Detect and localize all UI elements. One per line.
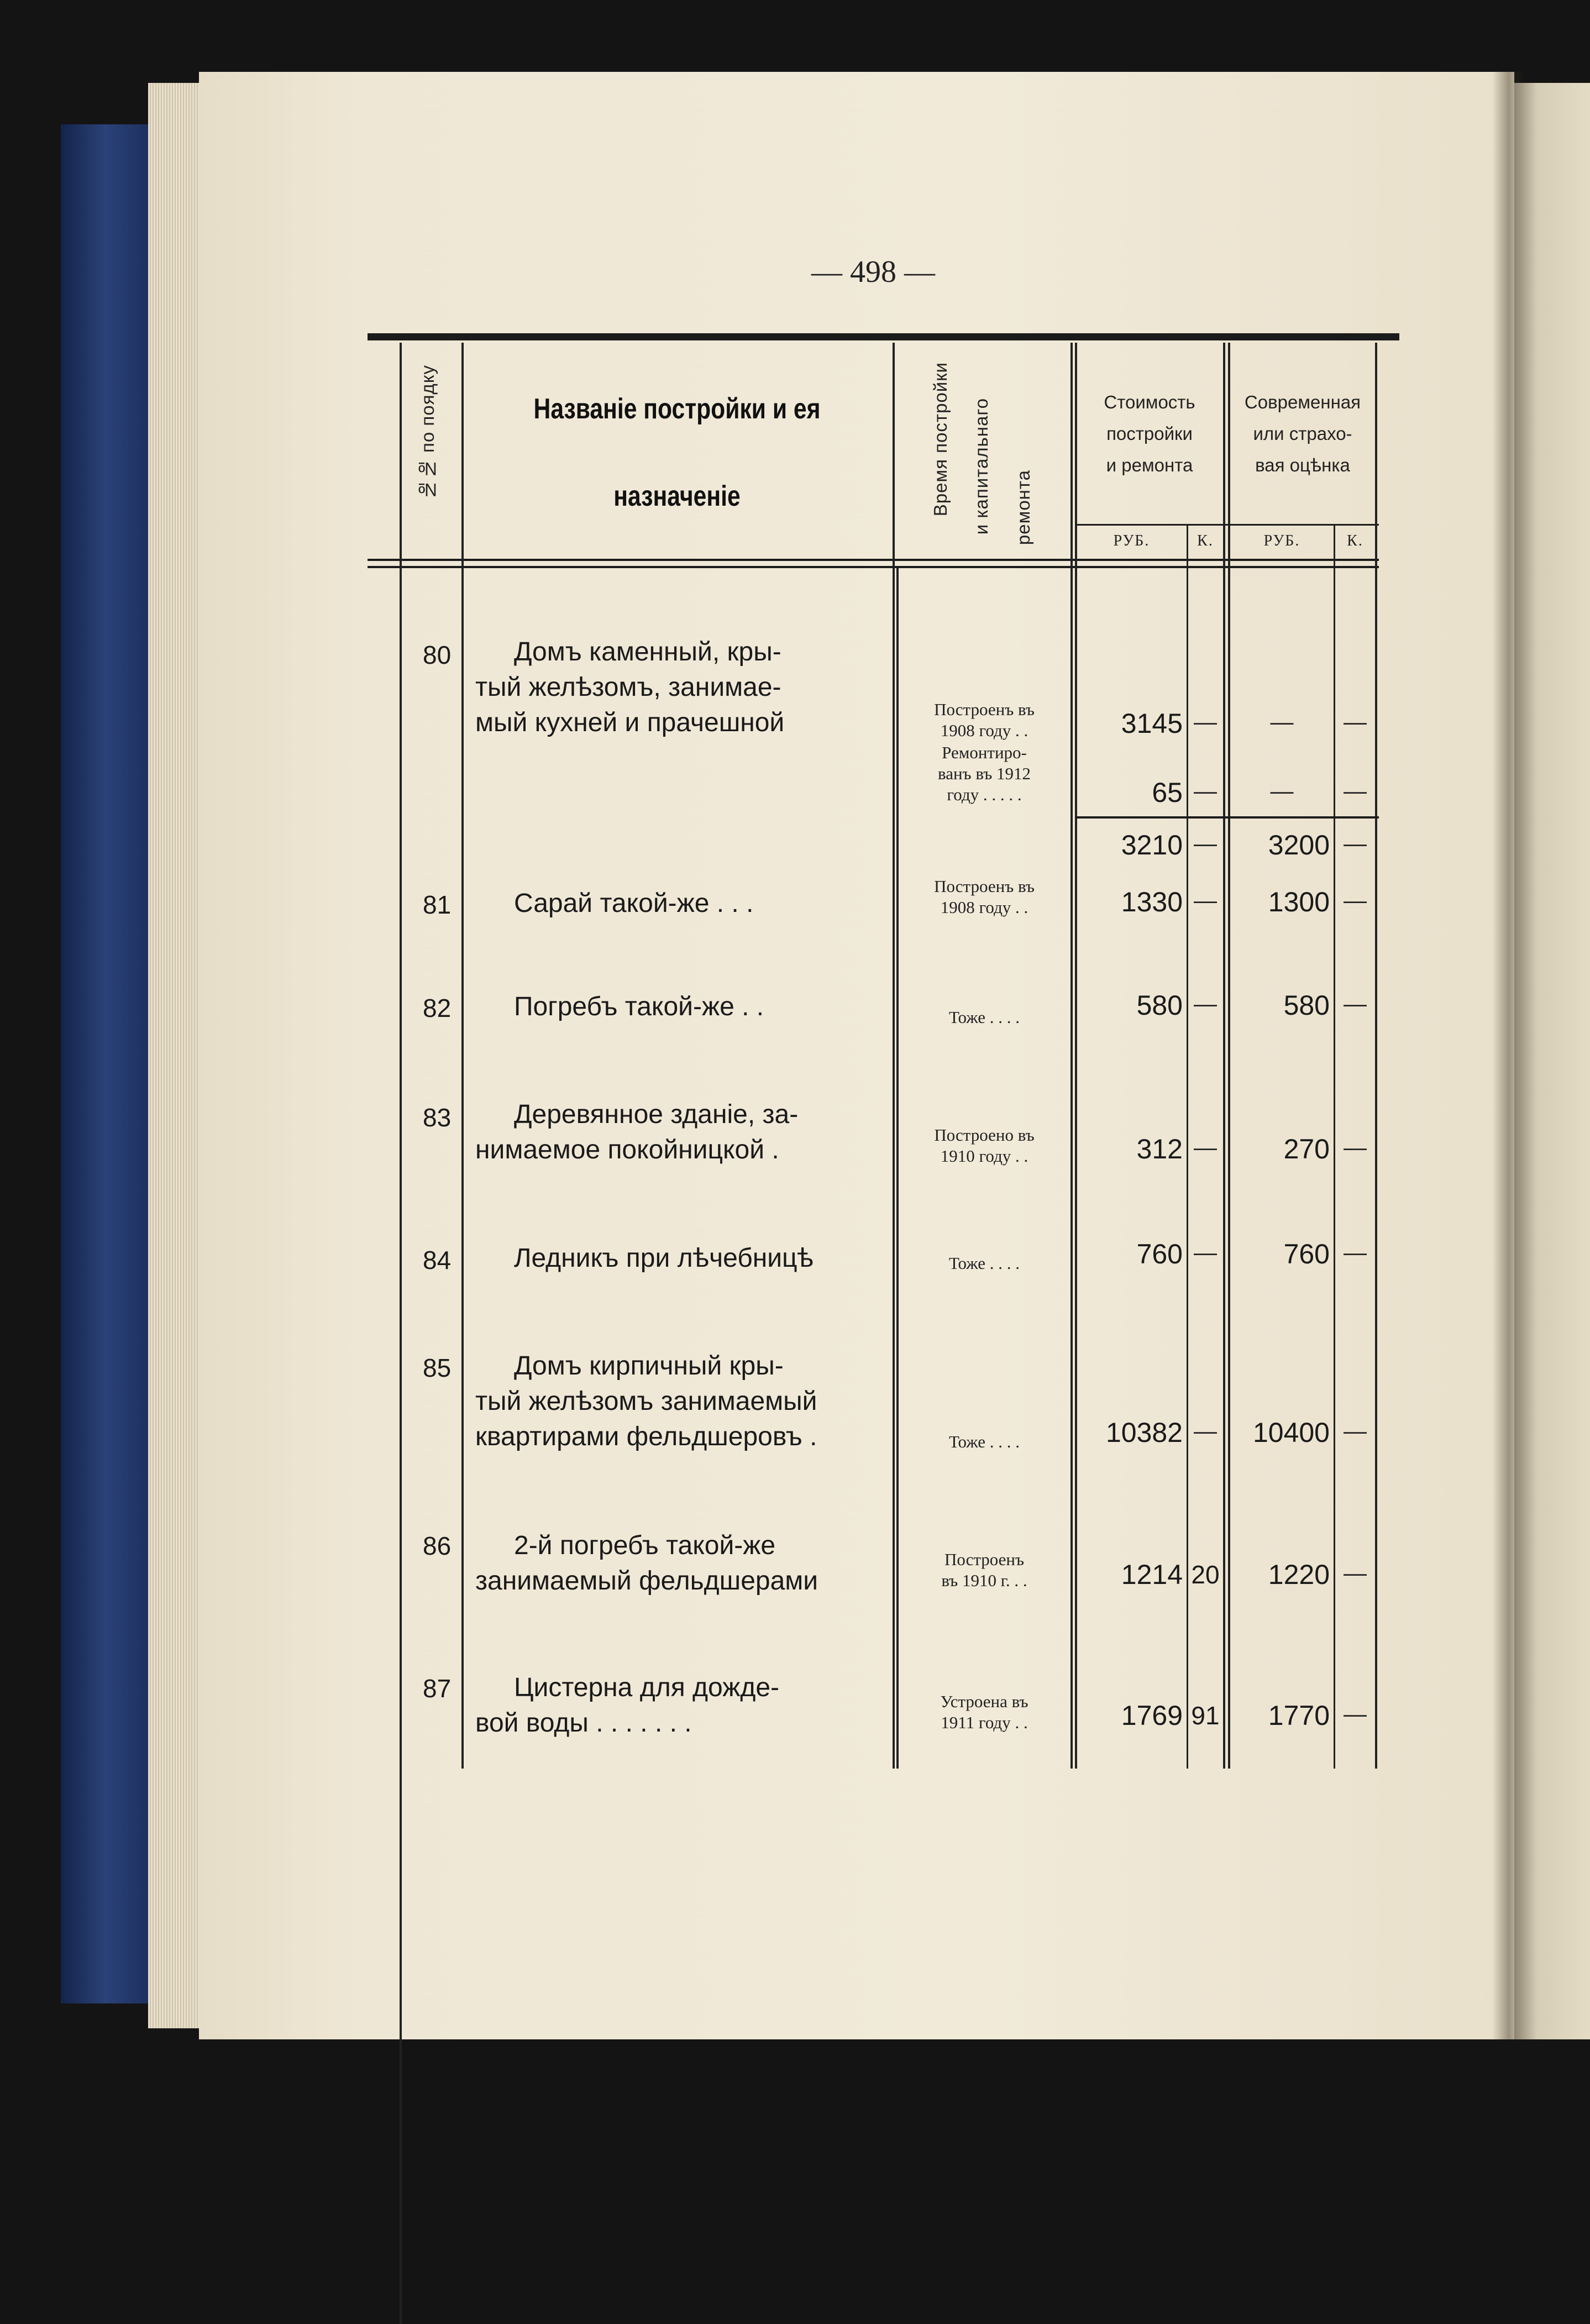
cost-rub: 1330 xyxy=(1121,886,1183,917)
value-kop: — xyxy=(1344,1239,1367,1265)
header-col-value-line1: Современная xyxy=(1244,392,1361,412)
name-line: Цистерна для дожде- xyxy=(514,1673,779,1702)
header-rule-1 xyxy=(368,559,1379,561)
name-line: Сарай такой-же . . . xyxy=(514,889,754,918)
time-line: Построенъ въ xyxy=(934,877,1035,896)
cost-kop: — xyxy=(1194,830,1217,856)
value-rub: 1300 xyxy=(1268,886,1330,917)
time-line: въ 1910 г. . . xyxy=(941,1571,1027,1590)
header-col-time-line2: и капитальнаго xyxy=(971,398,991,535)
unit-rub-value: РУБ. xyxy=(1263,532,1300,549)
time-line: году . . . . . xyxy=(947,785,1022,804)
name-line: мый кухней и прачешной xyxy=(475,708,785,737)
col-line-11 xyxy=(1375,343,1377,1769)
cost-kop: 20 xyxy=(1191,1560,1220,1589)
building-name xyxy=(475,989,878,1025)
cost-rub: 312 xyxy=(1136,1134,1183,1164)
value-kop: — xyxy=(1344,1560,1367,1586)
row-number: 84 xyxy=(423,1246,452,1274)
time-line: Тоже . . . . xyxy=(948,1008,1020,1027)
next-page-edge xyxy=(1514,83,1590,2039)
time-line: Построенъ въ xyxy=(934,700,1035,719)
cost-rub: 65 xyxy=(1152,777,1183,808)
value-kop: — xyxy=(1344,1701,1367,1727)
row-number: 83 xyxy=(423,1103,452,1132)
cost-rub: 3145 xyxy=(1121,708,1183,739)
header-rule-2 xyxy=(368,566,1379,568)
header-col-number: №№ по поядку xyxy=(417,365,438,501)
name-line: Ледникъ при лѣчебницѣ xyxy=(514,1244,814,1273)
time-line: Построено въ xyxy=(934,1125,1035,1145)
building-name xyxy=(475,1528,887,1599)
name-line: занимаемый фельдшерами xyxy=(475,1566,818,1596)
col-line-3 xyxy=(893,343,895,1769)
col-line-6 xyxy=(1075,343,1077,1769)
repair-time xyxy=(898,742,1071,805)
building-name xyxy=(475,1349,887,1455)
name-line: тый желѣзомъ, занимае- xyxy=(475,673,781,702)
header-col-name-line1: Названіе постройки и ея xyxy=(533,393,821,425)
header-col-value-line3: вая оцѣнка xyxy=(1255,455,1350,475)
page-number: — 498 — xyxy=(811,255,935,289)
time-line: 1911 году . . xyxy=(941,1713,1028,1732)
unit-kop-cost: К. xyxy=(1197,532,1214,549)
building-name xyxy=(475,1670,887,1741)
header-col-time-line3: ремонта xyxy=(1013,470,1033,545)
name-line: квартирами фельдшеровъ . xyxy=(475,1422,817,1451)
value-kop: — xyxy=(1344,709,1367,735)
cost-rub: 1214 xyxy=(1121,1559,1183,1590)
time-line: ванъ въ 1912 xyxy=(937,764,1031,783)
name-line: Погребъ такой-же . . xyxy=(514,992,764,1021)
name-line: Домъ каменный, кры- xyxy=(514,637,781,667)
building-name xyxy=(475,1097,878,1168)
value-rub: 270 xyxy=(1283,1134,1330,1164)
header-col-name-line2: назначеніе xyxy=(613,480,741,512)
row-number: 81 xyxy=(423,890,452,919)
value-total: 3200 xyxy=(1268,830,1330,861)
row-number: 85 xyxy=(423,1354,452,1382)
value-kop: — xyxy=(1344,990,1367,1016)
construction-time xyxy=(898,1691,1071,1733)
book-cover xyxy=(61,124,160,2003)
unit-rub-cost: РУБ. xyxy=(1113,532,1150,549)
value-rub: 580 xyxy=(1283,990,1330,1021)
value-kop: — xyxy=(1344,830,1367,856)
value-rub: 10400 xyxy=(1252,1417,1330,1448)
row-number: 82 xyxy=(423,994,452,1022)
value-rub: — xyxy=(1270,709,1294,735)
name-line: нимаемое покойницкой . xyxy=(475,1135,779,1164)
value-kop: — xyxy=(1344,1134,1367,1160)
cost-rub: 580 xyxy=(1136,990,1183,1021)
col-line-2 xyxy=(461,343,464,1769)
col-line-8 xyxy=(1223,343,1225,1769)
time-line: 1908 году . . xyxy=(940,721,1028,740)
value-rub: — xyxy=(1270,778,1294,804)
time-line: Устроена въ xyxy=(940,1692,1028,1711)
construction-time xyxy=(898,1253,1071,1274)
cost-kop: — xyxy=(1194,709,1217,735)
time-line: Построенъ xyxy=(944,1550,1025,1569)
row-number: 87 xyxy=(423,1674,452,1703)
time-line: Тоже . . . . xyxy=(948,1253,1020,1273)
construction-time xyxy=(898,1007,1071,1028)
construction-time xyxy=(898,1549,1071,1591)
name-line: тый желѣзомъ занимаемый xyxy=(475,1387,817,1416)
cost-kop: — xyxy=(1194,990,1217,1016)
col-line-5 xyxy=(1071,343,1073,1769)
cost-kop: — xyxy=(1194,887,1217,913)
value-rub: 1770 xyxy=(1268,1700,1330,1731)
time-line: Ремонтиро- xyxy=(942,743,1027,762)
cost-rub: 1769 xyxy=(1121,1700,1183,1731)
construction-time xyxy=(898,1431,1071,1452)
row-number: 80 xyxy=(423,641,452,669)
cost-kop: 91 xyxy=(1191,1701,1220,1730)
value-kop: — xyxy=(1344,1418,1367,1444)
col-line-9 xyxy=(1228,343,1230,1769)
cost-kop: — xyxy=(1194,1418,1217,1444)
time-line: 1910 году . . xyxy=(940,1146,1028,1166)
name-line: 2-й погребъ такой-же xyxy=(514,1531,776,1560)
time-line: 1908 году . . xyxy=(940,898,1028,917)
building-name xyxy=(475,634,878,741)
value-kop: — xyxy=(1344,778,1367,804)
header-col-value-line2: или страхо- xyxy=(1253,423,1352,444)
name-line: Деревянное зданіе, за- xyxy=(514,1100,799,1129)
top-thick-rule xyxy=(368,333,1399,340)
name-line: вой воды . . . . . . . xyxy=(475,1708,692,1738)
cost-kop: — xyxy=(1194,778,1217,804)
col-line-1 xyxy=(400,343,402,2324)
construction-time xyxy=(898,699,1071,741)
cost-kop: — xyxy=(1194,1134,1217,1160)
value-rub: 760 xyxy=(1283,1239,1330,1269)
construction-time xyxy=(898,876,1071,918)
row-number: 86 xyxy=(423,1531,452,1560)
header-col-time-line1: Время постройки xyxy=(930,362,951,517)
cost-rub: 10382 xyxy=(1105,1417,1183,1448)
header-col-cost-line3: и ремонта xyxy=(1106,455,1193,475)
book-page xyxy=(199,72,1514,2039)
subtotal-rule xyxy=(1075,816,1379,819)
construction-time xyxy=(898,1125,1071,1167)
name-line: Домъ кирпичный кры- xyxy=(514,1351,784,1381)
cost-rub: 760 xyxy=(1136,1239,1183,1269)
cost-total: 3210 xyxy=(1121,830,1183,861)
building-name xyxy=(475,886,878,921)
header-col-cost-line1: Стоимость xyxy=(1104,392,1195,412)
unit-kop-value: К. xyxy=(1347,532,1363,549)
cost-kop: — xyxy=(1194,1239,1217,1265)
time-line: Тоже . . . . xyxy=(948,1432,1020,1451)
header-col-cost-line2: постройки xyxy=(1106,423,1193,444)
building-name xyxy=(475,1241,887,1276)
value-rub: 1220 xyxy=(1268,1559,1330,1590)
value-kop: — xyxy=(1344,887,1367,913)
